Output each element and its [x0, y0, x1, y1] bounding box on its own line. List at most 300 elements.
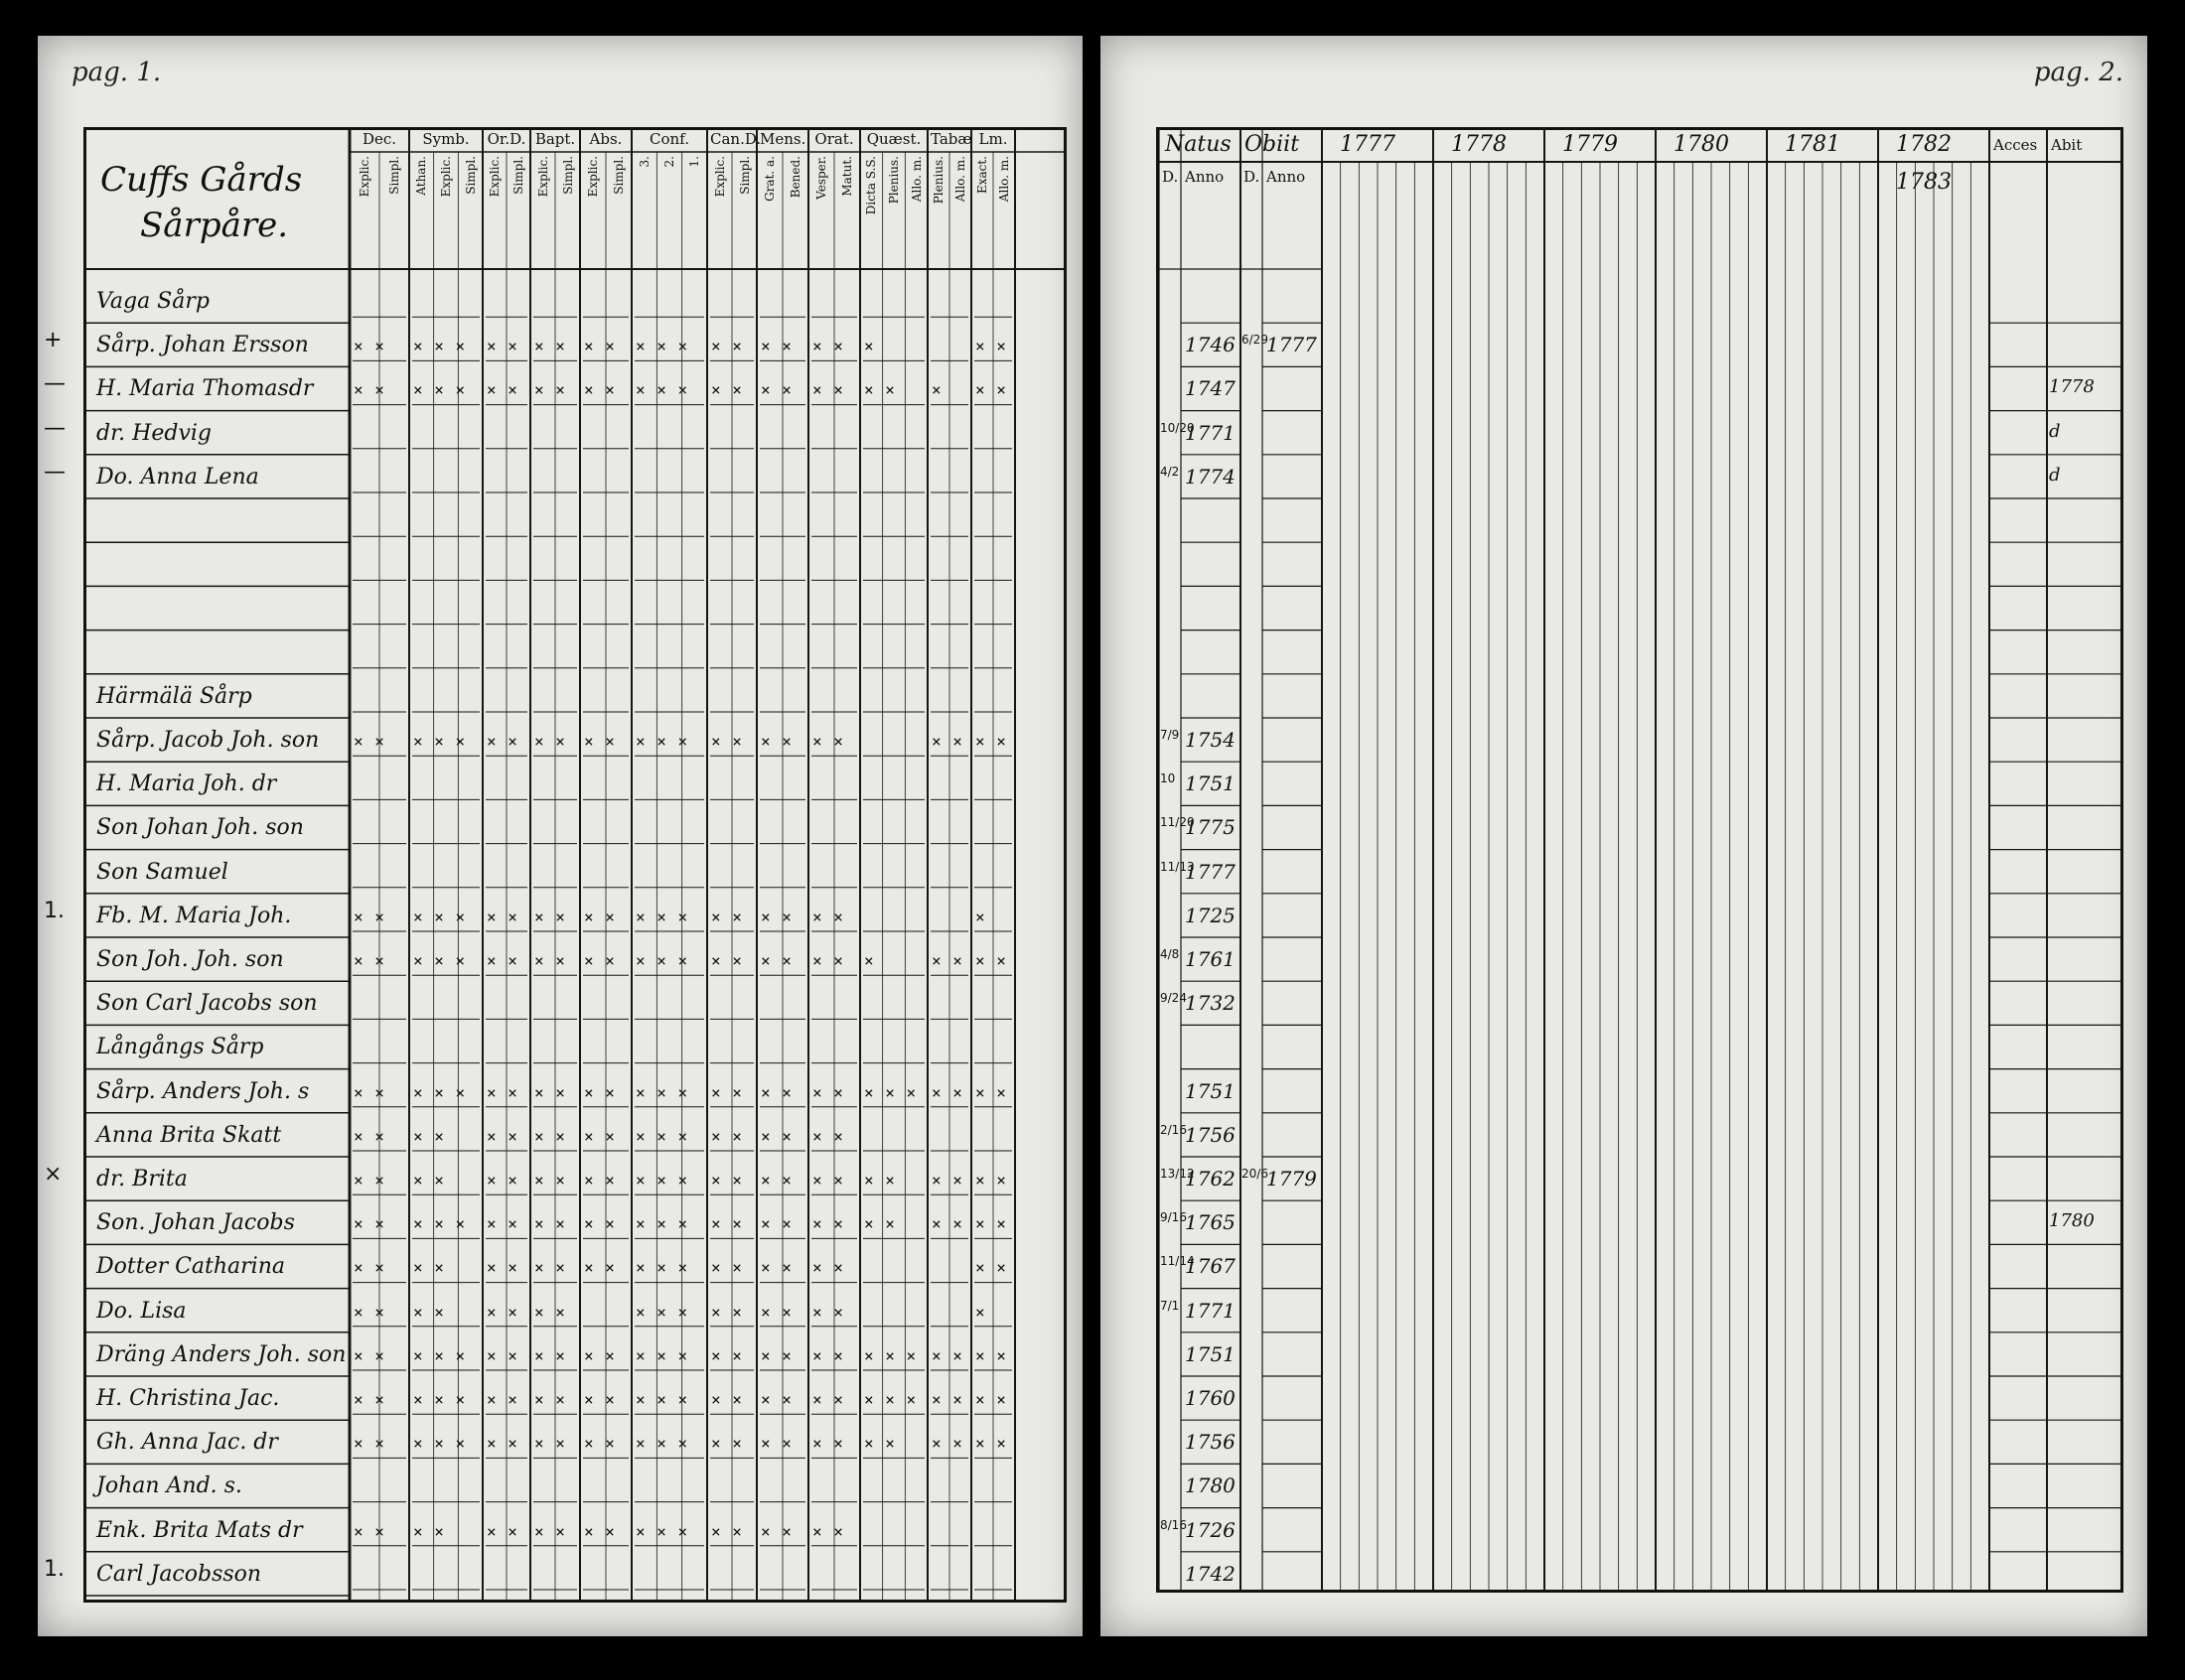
person-name: H. Maria Thomasdr	[96, 376, 314, 402]
knowledge-mark: × × ×	[636, 1434, 689, 1454]
knowledge-mark: × ×	[812, 337, 844, 356]
knowledge-mark: × ×	[534, 1345, 566, 1365]
knowledge-mark: × × ×	[636, 1302, 689, 1322]
knowledge-mark: × ×	[812, 732, 844, 751]
knowledge-mark: × × ×	[636, 732, 689, 751]
natus-day: 9/16	[1160, 1210, 1187, 1225]
knowledge-mark: × × ×	[636, 907, 689, 926]
natus-year: 1767	[1185, 1254, 1236, 1279]
knowledge-mark: × ×	[584, 907, 616, 926]
knowledge-mark: × × ×	[636, 1214, 689, 1234]
column-header: Tabæ	[931, 130, 972, 148]
obiit-year-subheader: Anno	[1266, 168, 1306, 186]
column-subheader: Allo. m.	[997, 156, 1011, 203]
knowledge-mark: × ×	[812, 1390, 844, 1409]
natus-day: 11/13	[1160, 859, 1195, 874]
natus-year: 1742	[1185, 1561, 1236, 1586]
knowledge-mark: × ×	[534, 1214, 566, 1234]
knowledge-mark: × ×	[812, 1126, 844, 1146]
person-name: Dotter Catharina	[96, 1254, 286, 1280]
column-subheader: Athan.	[414, 156, 429, 196]
knowledge-mark: × ×	[975, 337, 1007, 356]
column-subheader: Exact.	[975, 156, 989, 195]
abit-value: d	[2049, 420, 2061, 442]
knowledge-mark: × × ×	[413, 1345, 467, 1365]
knowledge-mark: ×	[864, 337, 875, 356]
column-subheader: Simpl.	[511, 156, 525, 195]
knowledge-mark: × ×	[584, 337, 616, 356]
person-name: Son Carl Jacobs son	[96, 991, 318, 1017]
knowledge-mark: ×	[864, 951, 875, 970]
knowledge-mark: × × ×	[636, 380, 689, 400]
knowledge-mark: × × ×	[413, 1214, 467, 1234]
knowledge-mark: × ×	[761, 1171, 793, 1190]
abit-value: d	[2049, 464, 2061, 486]
acces-header: Acces	[1993, 136, 2038, 154]
margin-annotation: —	[44, 371, 66, 397]
natus-day: 8/16	[1160, 1517, 1187, 1532]
knowledge-mark: × ×	[354, 1082, 385, 1102]
knowledge-mark: × ×	[975, 1171, 1007, 1190]
knowledge-mark: × ×	[487, 1345, 518, 1365]
person-name: dr. Hedvig	[96, 420, 213, 446]
knowledge-mark: × ×	[354, 337, 385, 356]
knowledge-mark: × ×	[711, 1302, 743, 1322]
knowledge-mark: × × ×	[413, 380, 467, 400]
column-header: Lm.	[978, 130, 1008, 148]
natus-year: 1760	[1185, 1386, 1236, 1410]
knowledge-mark: × ×	[487, 1390, 518, 1409]
knowledge-mark: × × ×	[413, 732, 467, 751]
person-name: Carl Jacobsson	[96, 1561, 262, 1587]
knowledge-mark: × ×	[711, 380, 743, 400]
knowledge-mark: × ×	[413, 1171, 445, 1190]
natus-day-subheader: D.	[1162, 168, 1179, 186]
knowledge-mark: × ×	[761, 1390, 793, 1409]
knowledge-mark: × × ×	[864, 1345, 918, 1365]
knowledge-mark: × ×	[584, 951, 616, 970]
knowledge-mark: × ×	[534, 1521, 566, 1541]
knowledge-mark: × × ×	[413, 907, 467, 926]
knowledge-mark: × ×	[812, 1434, 844, 1454]
natus-day: 9/24	[1160, 991, 1187, 1006]
catechetical-ledger-table	[83, 127, 1067, 1603]
person-name: Sårp. Johan Ersson	[96, 333, 309, 358]
knowledge-mark: × ×	[534, 951, 566, 970]
knowledge-mark: × ×	[534, 1171, 566, 1190]
column-header: Conf.	[650, 130, 689, 148]
knowledge-mark: × ×	[487, 1521, 518, 1541]
natus-day: 10	[1160, 771, 1176, 786]
column-subheader: Simpl.	[737, 156, 752, 195]
column-header: Or.D.	[487, 130, 526, 148]
knowledge-mark: × ×	[975, 1434, 1007, 1454]
knowledge-mark: × ×	[487, 1258, 518, 1278]
knowledge-mark: × ×	[413, 1258, 445, 1278]
margin-annotation: ×	[44, 1162, 63, 1187]
knowledge-mark: × × ×	[864, 1082, 918, 1102]
knowledge-mark: × ×	[864, 1214, 896, 1234]
knowledge-mark: × ×	[534, 1126, 566, 1146]
knowledge-mark: × ×	[975, 380, 1007, 400]
knowledge-mark: × ×	[487, 732, 518, 751]
knowledge-mark: × ×	[975, 1214, 1007, 1234]
knowledge-mark: × ×	[711, 1126, 743, 1146]
natus-year-subheader: Anno	[1185, 168, 1225, 186]
knowledge-mark: × ×	[761, 732, 793, 751]
person-name: dr. Brita	[96, 1167, 188, 1191]
natus-year: 1725	[1185, 903, 1236, 927]
knowledge-mark: × ×	[354, 1434, 385, 1454]
knowledge-mark: × ×	[932, 732, 963, 751]
column-subheader: Bened.	[789, 156, 802, 199]
column-subheader: Explic.	[439, 156, 453, 198]
left-page-number: pag. 1.	[72, 58, 162, 87]
knowledge-mark: × × ×	[636, 1390, 689, 1409]
knowledge-mark: × ×	[932, 1082, 963, 1102]
knowledge-mark: × ×	[812, 1082, 844, 1102]
knowledge-mark: × ×	[487, 1126, 518, 1146]
column-subheader: Allo. m.	[909, 156, 924, 203]
natus-year: 1756	[1185, 1122, 1236, 1147]
knowledge-mark: × × ×	[636, 1521, 689, 1541]
knowledge-mark: × ×	[584, 732, 616, 751]
knowledge-mark: × ×	[584, 1214, 616, 1234]
margin-annotation: —	[44, 459, 66, 485]
knowledge-mark: × × ×	[636, 337, 689, 356]
knowledge-mark: × ×	[975, 1390, 1007, 1409]
person-name: Dräng Anders Joh. son	[96, 1341, 347, 1367]
column-subheader: Plenius.	[932, 156, 946, 205]
natus-year: 1771	[1185, 1298, 1236, 1323]
knowledge-mark: × ×	[864, 380, 896, 400]
knowledge-mark: × ×	[487, 907, 518, 926]
knowledge-mark: × ×	[761, 1521, 793, 1541]
left-ledger-page	[38, 36, 1083, 1636]
knowledge-mark: × ×	[812, 380, 844, 400]
column-header: Mens.	[760, 130, 806, 148]
obiit-header: Obiit	[1244, 132, 1300, 157]
natus-day: 4/2	[1160, 464, 1180, 479]
natus-year: 1747	[1185, 376, 1236, 401]
person-name: H. Christina Jac.	[96, 1386, 280, 1411]
knowledge-mark: × ×	[354, 1171, 385, 1190]
knowledge-mark: × ×	[534, 1434, 566, 1454]
column-subheader: Allo. m.	[953, 156, 967, 203]
knowledge-mark: × ×	[711, 1214, 743, 1234]
natus-year: 1762	[1185, 1167, 1236, 1190]
margin-annotation: +	[44, 328, 63, 353]
person-name: Son Joh. Joh. son	[96, 947, 284, 972]
knowledge-mark: × ×	[812, 1214, 844, 1234]
person-name: Fb. M. Maria Joh.	[96, 903, 292, 928]
column-subheader: Matut.	[840, 156, 854, 197]
column-header: Orat.	[814, 130, 854, 148]
person-name: Sårp. Anders Joh. s	[96, 1078, 310, 1104]
knowledge-mark: ×	[975, 907, 986, 926]
year-1783-note: 1783	[1896, 170, 1952, 195]
knowledge-mark: × ×	[932, 1214, 963, 1234]
knowledge-mark: × ×	[975, 1345, 1007, 1365]
natus-year: 1771	[1185, 420, 1236, 445]
column-subheader: 1.	[687, 156, 702, 168]
knowledge-mark: × ×	[584, 1390, 616, 1409]
right-page-number: pag. 2.	[2033, 58, 2123, 87]
knowledge-mark: × ×	[487, 1171, 518, 1190]
natus-year: 1746	[1185, 333, 1236, 357]
column-subheader: Simpl.	[612, 156, 626, 195]
year-header: 1781	[1785, 132, 1840, 157]
knowledge-mark: × ×	[812, 1302, 844, 1322]
column-subheader: Explic.	[712, 156, 727, 198]
obiit-day: 6/29	[1241, 333, 1268, 348]
column-subheader: Dicta S.S.	[864, 156, 879, 215]
knowledge-mark: × ×	[761, 1434, 793, 1454]
knowledge-mark: × ×	[711, 951, 743, 970]
column-subheader: Simpl.	[560, 156, 575, 195]
obiit-day-subheader: D.	[1243, 168, 1260, 186]
knowledge-mark: × ×	[711, 1345, 743, 1365]
knowledge-mark: × ×	[761, 1345, 793, 1365]
knowledge-mark: × ×	[534, 907, 566, 926]
knowledge-mark: × ×	[354, 907, 385, 926]
knowledge-mark: × ×	[584, 1521, 616, 1541]
knowledge-mark: × ×	[975, 1082, 1007, 1102]
knowledge-mark: × ×	[761, 1082, 793, 1102]
person-name: Gh. Anna Jac. dr	[96, 1430, 278, 1456]
natus-day: 13/12	[1160, 1167, 1195, 1181]
knowledge-mark: × ×	[413, 1126, 445, 1146]
knowledge-mark: × ×	[354, 732, 385, 751]
knowledge-mark: × ×	[761, 1258, 793, 1278]
knowledge-mark: × ×	[711, 1434, 743, 1454]
knowledge-mark: × × ×	[636, 1258, 689, 1278]
natus-year: 1756	[1185, 1430, 1236, 1455]
person-name: Anna Brita Skatt	[96, 1122, 282, 1148]
knowledge-mark: × ×	[534, 1082, 566, 1102]
knowledge-mark: × × ×	[636, 1171, 689, 1190]
natus-year: 1774	[1185, 464, 1236, 489]
knowledge-mark: × × ×	[864, 1390, 918, 1409]
natus-year: 1777	[1185, 859, 1236, 884]
knowledge-mark: × ×	[487, 1302, 518, 1322]
knowledge-mark: × ×	[711, 1390, 743, 1409]
person-name: H. Maria Joh. dr	[96, 771, 277, 797]
obiit-day: 20/6	[1241, 1167, 1268, 1181]
person-name: Do. Anna Lena	[96, 464, 259, 490]
natus-year: 1751	[1185, 771, 1236, 796]
year-header: 1780	[1674, 132, 1729, 157]
knowledge-mark: × ×	[711, 337, 743, 356]
knowledge-mark: × ×	[487, 1214, 518, 1234]
natus-year: 1780	[1185, 1473, 1236, 1498]
knowledge-mark: × ×	[354, 1345, 385, 1365]
knowledge-mark: × × ×	[636, 951, 689, 970]
column-subheader: Plenius.	[887, 156, 901, 205]
column-header: Bapt.	[534, 130, 576, 148]
person-name: Son. Johan Jacobs	[96, 1210, 295, 1236]
knowledge-mark: × ×	[487, 951, 518, 970]
year-header: 1778	[1451, 132, 1507, 157]
natus-year: 1754	[1185, 728, 1236, 752]
knowledge-mark: × ×	[711, 1082, 743, 1102]
knowledge-mark: × × ×	[413, 1434, 467, 1454]
knowledge-mark: × ×	[354, 1302, 385, 1322]
person-name: Långångs Sårp	[96, 1035, 264, 1060]
natus-year: 1775	[1185, 815, 1236, 840]
knowledge-mark: × ×	[534, 732, 566, 751]
knowledge-mark: × ×	[534, 1258, 566, 1278]
knowledge-mark: × ×	[975, 1258, 1007, 1278]
column-subheader: Grat. a.	[763, 156, 777, 202]
knowledge-mark: ×	[932, 380, 943, 400]
column-header: Dec.	[362, 130, 397, 148]
margin-annotation: —	[44, 415, 66, 441]
knowledge-mark: × × ×	[413, 337, 467, 356]
natus-year: 1726	[1185, 1517, 1236, 1542]
margin-annotation: 1.	[44, 898, 65, 923]
knowledge-mark: × × ×	[413, 951, 467, 970]
knowledge-mark: × ×	[761, 337, 793, 356]
knowledge-mark: × ×	[932, 1171, 963, 1190]
natus-day: 7/1	[1160, 1298, 1180, 1313]
person-name: Enk. Brita Mats dr	[96, 1517, 303, 1543]
natus-year: 1732	[1185, 991, 1236, 1016]
knowledge-mark: × × ×	[413, 1390, 467, 1409]
knowledge-mark: × ×	[932, 1390, 963, 1409]
column-subheader: Vesper.	[814, 156, 828, 200]
knowledge-mark: × ×	[711, 732, 743, 751]
knowledge-mark: × ×	[487, 1082, 518, 1102]
abit-value: 1778	[2049, 376, 2095, 398]
abit-value: 1780	[2049, 1210, 2095, 1232]
birth-death-ledger-table	[1156, 127, 2123, 1593]
knowledge-mark: ×	[975, 1302, 986, 1322]
knowledge-mark: × ×	[761, 907, 793, 926]
knowledge-mark: × ×	[487, 1434, 518, 1454]
ledger-title-line1: Cuffs Gårds	[100, 160, 303, 200]
column-header: Can.D.	[710, 130, 762, 148]
knowledge-mark: × ×	[812, 907, 844, 926]
column-subheader: Explic.	[488, 156, 502, 198]
natus-day: 7/9	[1160, 728, 1180, 742]
natus-year: 1751	[1185, 1341, 1236, 1366]
abit-header: Abit	[2051, 136, 2083, 154]
knowledge-mark: × ×	[534, 1390, 566, 1409]
knowledge-mark: × ×	[711, 1171, 743, 1190]
knowledge-mark: × × ×	[636, 1126, 689, 1146]
year-header: 1779	[1562, 132, 1618, 157]
natus-day: 10/20	[1160, 420, 1195, 435]
natus-year: 1751	[1185, 1078, 1236, 1103]
knowledge-mark: × ×	[761, 1126, 793, 1146]
knowledge-mark: × × ×	[636, 1082, 689, 1102]
knowledge-mark: × ×	[487, 380, 518, 400]
knowledge-mark: × × ×	[413, 1082, 467, 1102]
obiit-year: 1779	[1266, 1167, 1317, 1190]
knowledge-mark: × ×	[761, 951, 793, 970]
knowledge-mark: × ×	[584, 1171, 616, 1190]
knowledge-mark: × ×	[864, 1434, 896, 1454]
knowledge-mark: × ×	[584, 1258, 616, 1278]
natus-year: 1761	[1185, 947, 1236, 971]
column-subheader: Explic.	[586, 156, 600, 198]
person-name: Vaga Sårp	[96, 289, 210, 314]
right-ledger-page	[1100, 36, 2147, 1636]
column-subheader: Simpl.	[463, 156, 478, 195]
knowledge-mark: × ×	[354, 1258, 385, 1278]
natus-year: 1765	[1185, 1210, 1236, 1235]
column-subheader: Explic.	[535, 156, 550, 198]
knowledge-mark: × ×	[812, 1258, 844, 1278]
knowledge-mark: × ×	[487, 337, 518, 356]
knowledge-mark: × ×	[761, 380, 793, 400]
knowledge-mark: × ×	[354, 1126, 385, 1146]
column-subheader: Explic.	[358, 156, 371, 198]
column-header: Quæst.	[866, 130, 922, 148]
column-subheader: Simpl.	[387, 156, 401, 195]
natus-day: 2/16	[1160, 1122, 1187, 1137]
person-name: Sårp. Jacob Joh. son	[96, 728, 320, 753]
person-name: Son Johan Joh. son	[96, 815, 304, 841]
column-header: Abs.	[589, 130, 623, 148]
knowledge-mark: × ×	[584, 380, 616, 400]
knowledge-mark: × ×	[413, 1521, 445, 1541]
knowledge-mark: × ×	[711, 1521, 743, 1541]
knowledge-mark: × ×	[534, 380, 566, 400]
knowledge-mark: × ×	[761, 1214, 793, 1234]
knowledge-mark: × ×	[812, 1171, 844, 1190]
knowledge-mark: × ×	[932, 951, 963, 970]
knowledge-mark: × ×	[761, 1302, 793, 1322]
natus-day: 11/20	[1160, 815, 1195, 830]
knowledge-mark: × ×	[584, 1345, 616, 1365]
natus-header: Natus	[1165, 132, 1232, 157]
knowledge-mark: × ×	[413, 1302, 445, 1322]
knowledge-mark: × ×	[584, 1082, 616, 1102]
knowledge-mark: × ×	[354, 380, 385, 400]
person-name: Son Samuel	[96, 859, 228, 885]
knowledge-mark: × ×	[975, 951, 1007, 970]
knowledge-mark: × ×	[932, 1345, 963, 1365]
column-subheader: 2.	[662, 156, 676, 168]
knowledge-mark: × ×	[711, 907, 743, 926]
knowledge-mark: × ×	[812, 1521, 844, 1541]
column-subheader: 3.	[637, 156, 652, 168]
knowledge-mark: × ×	[534, 337, 566, 356]
knowledge-mark: × ×	[932, 1434, 963, 1454]
obiit-year: 1777	[1266, 333, 1317, 357]
knowledge-mark: × ×	[584, 1126, 616, 1146]
ledger-title-line2: Sårpåre.	[140, 206, 289, 245]
year-header: 1782	[1896, 132, 1952, 157]
natus-day: 4/8	[1160, 947, 1180, 961]
person-name: Do. Lisa	[96, 1298, 187, 1324]
person-name: Johan And. s.	[96, 1473, 242, 1499]
column-header: Symb.	[422, 130, 470, 148]
knowledge-mark: × ×	[534, 1302, 566, 1322]
knowledge-mark: × ×	[354, 1521, 385, 1541]
knowledge-mark: × ×	[354, 1390, 385, 1409]
person-name: Härmälä Sårp	[96, 683, 252, 709]
knowledge-mark: × ×	[812, 951, 844, 970]
year-header: 1777	[1340, 132, 1395, 157]
knowledge-mark: × ×	[711, 1258, 743, 1278]
knowledge-mark: × ×	[812, 1345, 844, 1365]
natus-day: 11/14	[1160, 1254, 1195, 1269]
knowledge-mark: × ×	[584, 1434, 616, 1454]
knowledge-mark: × × ×	[636, 1345, 689, 1365]
